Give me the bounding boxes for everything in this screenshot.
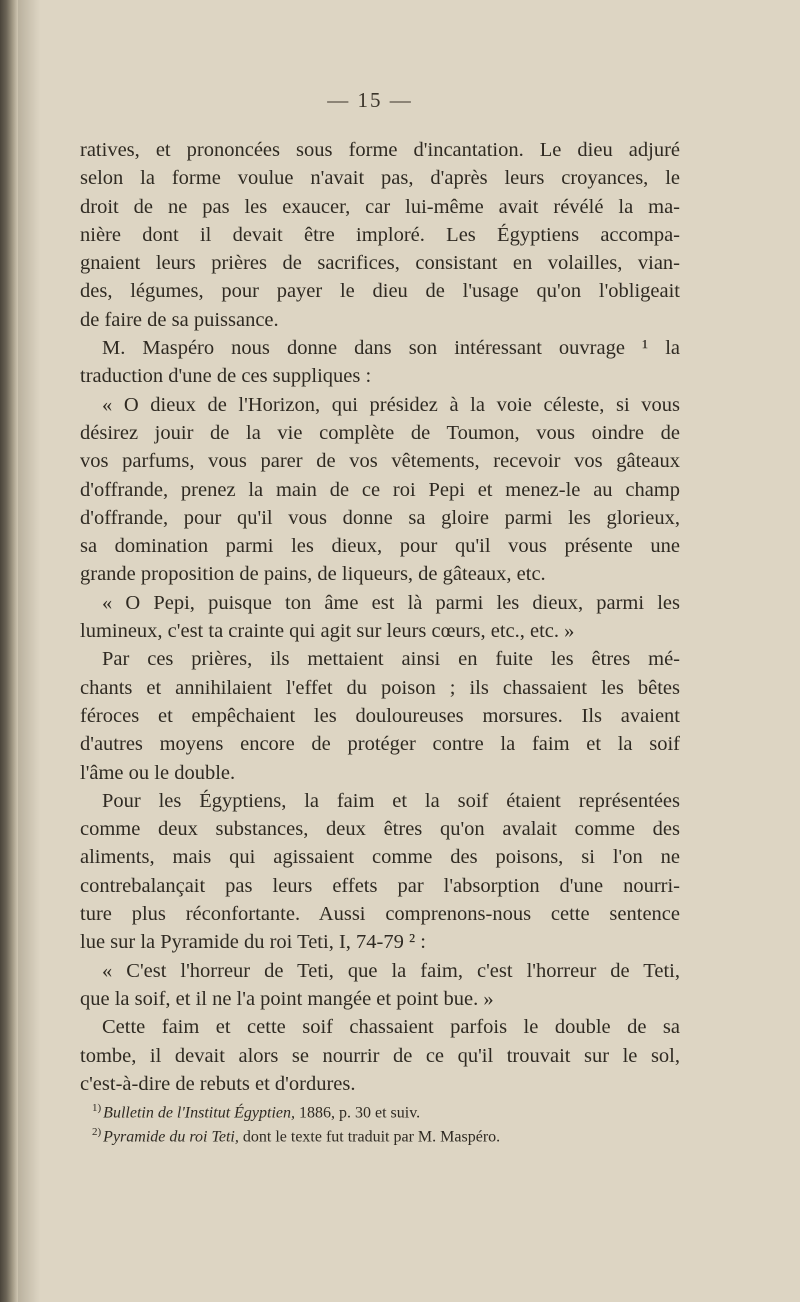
footnote-title: Pyramide du roi Teti, <box>103 1128 239 1146</box>
text-line: droit de ne pas les exaucer, car lui-même avait révélé la ma- <box>80 195 680 218</box>
text-line: de faire de sa puissance. <box>80 308 279 331</box>
footnote-mark: 2) <box>92 1126 102 1138</box>
text-line: Pour les Égyptiens, la faim et la soif étaient représentées <box>102 789 680 812</box>
text-line: tombe, il devait alors se nourrir de ce qu'il trouvait sur le sol, <box>80 1044 680 1067</box>
body-text <box>80 136 680 1098</box>
text-line: comme deux substances, deux êtres qu'on avalait comme des <box>80 818 680 841</box>
text-line: gnaient leurs prières de sacrifices, consistant en volailles, vian- <box>80 252 680 275</box>
text-line: contrebalançait pas leurs effets par l'absorption d'une nourri- <box>80 874 680 897</box>
text-line: grande proposition de pains, de liqueurs, de gâteaux, etc. <box>80 563 546 586</box>
text-line: Cette faim et cette soif chassaient parfois le double de sa <box>102 1016 680 1039</box>
text-line: Par ces prières, ils mettaient ainsi en fuite les êtres mé- <box>102 648 680 671</box>
text-line: des, légumes, pour payer le dieu de l'usage qu'on l'obligeait <box>80 280 680 303</box>
text-line: d'offrande, pour qu'il vous donne sa gloire parmi les glorieux, <box>80 506 680 529</box>
text-line: « O dieux de l'Horizon, qui présidez à la voie céleste, si vous <box>102 393 680 416</box>
footnotes <box>80 1096 680 1144</box>
footnote-mark: 1) <box>92 1102 102 1114</box>
text-line: selon la forme voulue n'avait pas, d'après leurs croyances, le <box>80 167 680 190</box>
text-line: traduction d'une de ces suppliques : <box>80 365 372 388</box>
footnote <box>80 1096 680 1120</box>
text-line: d'autres moyens encore de protéger contre la faim et la soif <box>80 733 680 756</box>
text-line: féroces et empêchaient les douloureuses morsures. Ils avaient <box>80 704 680 727</box>
footnote-text: 1886, p. 30 et suiv. <box>295 1104 421 1122</box>
text-line: aliments, mais qui agissaient comme des poisons, si l'on ne <box>80 846 680 869</box>
footnote-title: Bulletin de l'Institut Égyptien, <box>103 1104 295 1122</box>
footnote-text: dont le texte fut traduit par M. Maspéro. <box>238 1128 501 1146</box>
text-line: chants et annihilaient l'effet du poison ; ils chassaient les bêtes <box>80 676 680 699</box>
text-line: vos parfums, vous parer de vos vêtements, recevoir vos gâteaux <box>80 450 680 473</box>
text-line: lumineux, c'est ta crainte qui agit sur leurs cœurs, etc., etc. » <box>80 620 575 643</box>
text-line: « O Pepi, puisque ton âme est là parmi les dieux, parmi les <box>102 591 680 614</box>
text-line: ture plus réconfortante. Aussi comprenons-nous cette sentence <box>80 903 680 926</box>
text-line: nière dont il devait être imploré. Les Égyptiens accompa- <box>80 223 680 246</box>
text-line: désirez jouir de la vie complète de Toumon, vous oindre de <box>80 421 680 444</box>
page-number: — 15 — <box>327 88 413 112</box>
footnote <box>80 1120 680 1144</box>
text-line: d'offrande, prenez la main de ce roi Pepi et menez-le au champ <box>80 478 680 501</box>
text-line: que la soif, et il ne l'a point mangée et point bue. » <box>80 987 494 1010</box>
text-line: c'est-à-dire de rebuts et d'ordures. <box>80 1072 356 1095</box>
text-line: « C'est l'horreur de Teti, que la faim, c'est l'horreur de Teti, <box>102 959 680 982</box>
text-line: sa domination parmi les dieux, pour qu'il vous présente une <box>80 535 680 558</box>
text-line: M. Maspéro nous donne dans son intéressant ouvrage ¹ la <box>102 337 680 360</box>
text-line: ratives, et prononcées sous forme d'incantation. Le dieu adjuré <box>80 139 680 161</box>
text-line: lue sur la Pyramide du roi Teti, I, 74-79 ² : <box>80 931 426 954</box>
text-line: l'âme ou le double. <box>80 761 236 784</box>
